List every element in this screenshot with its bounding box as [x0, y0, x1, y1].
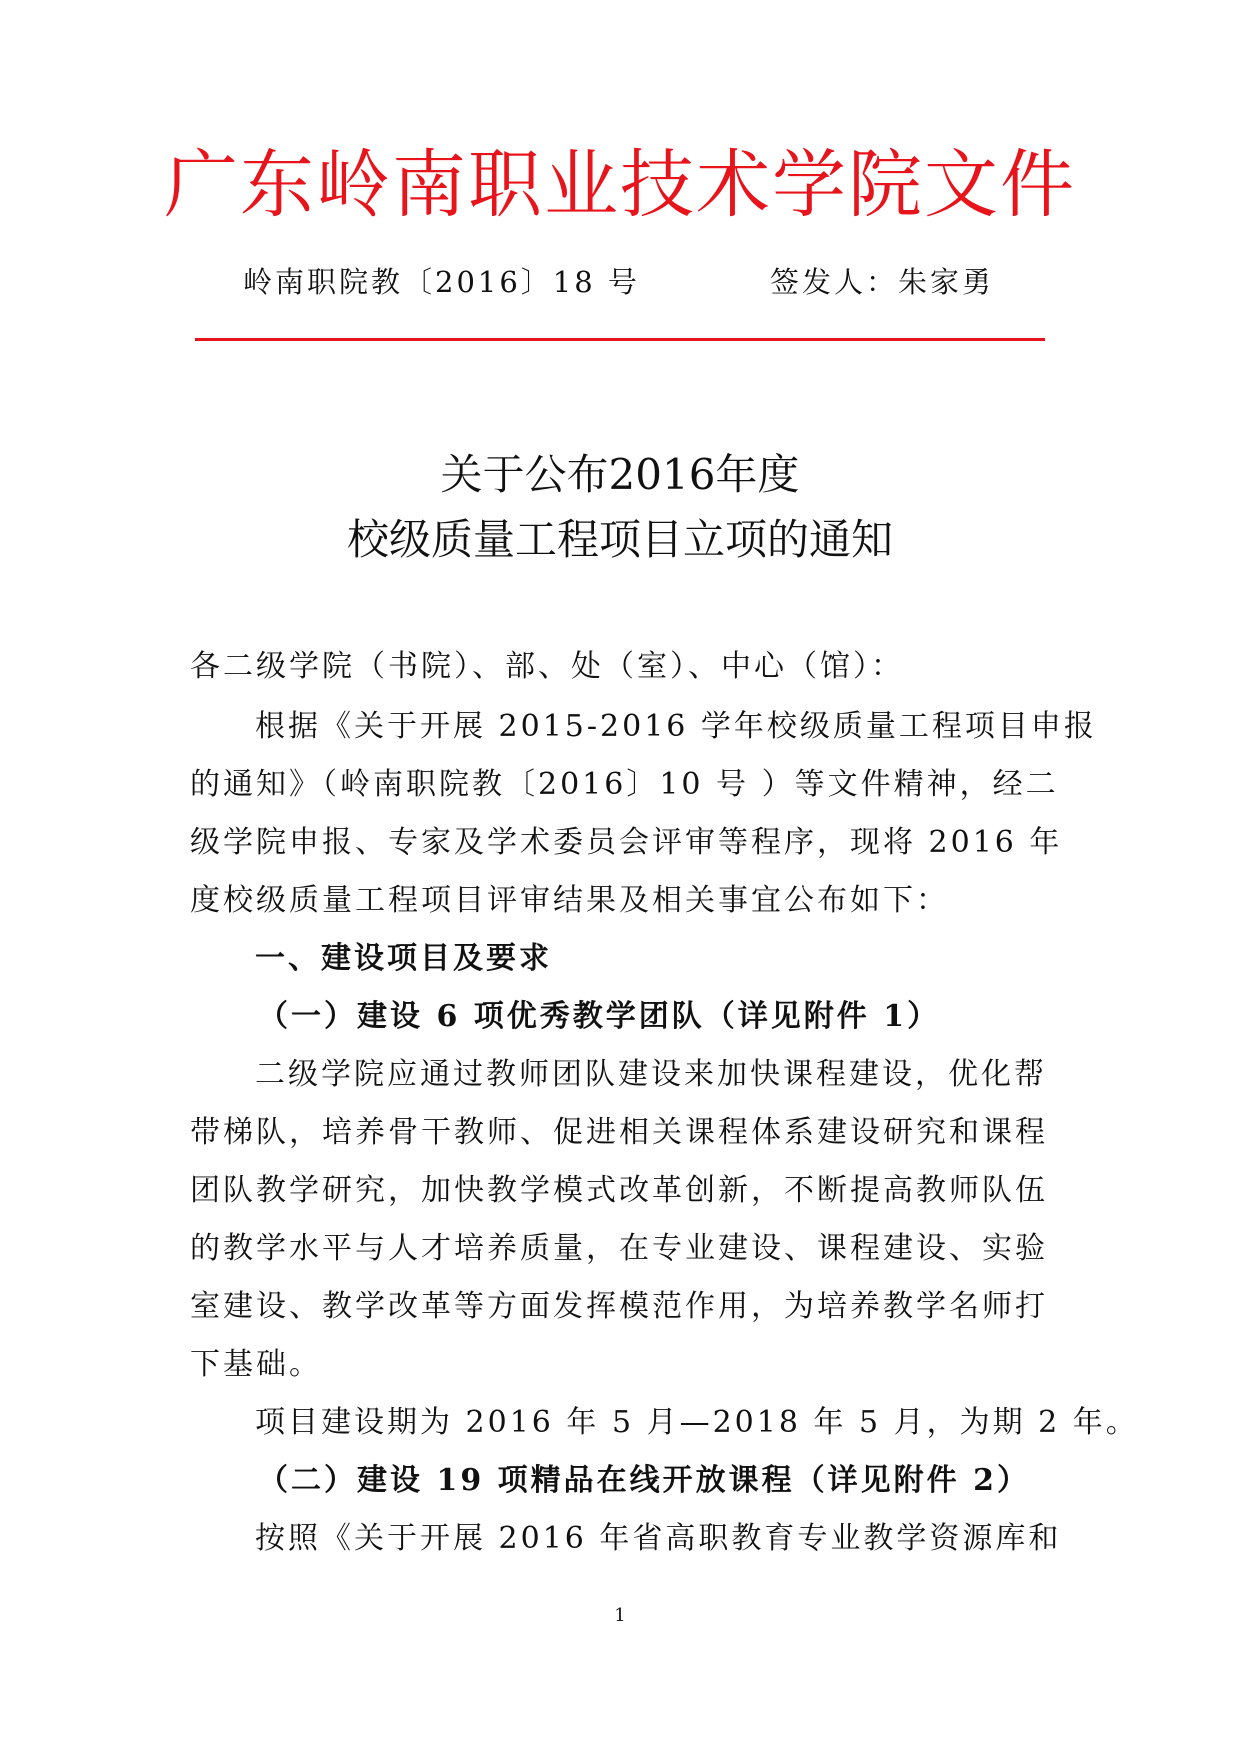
paragraph-line: 的教学水平与人才培养质量，在专业建设、课程建设、实验 — [190, 1231, 1048, 1266]
salutation: 各二级学院（书院）、部、处（室）、中心（馆）： — [190, 649, 904, 684]
paragraph-line: 项目建设期为 2016 年 5 月—2018 年 5 月，为期 2 年。 — [255, 1405, 1139, 1440]
paragraph-line: 带梯队，培养骨干教师、促进相关课程体系建设研究和课程 — [190, 1115, 1048, 1150]
page-number: 1 — [614, 1605, 626, 1626]
paragraph-line: 度校级质量工程项目评审结果及相关事宜公布如下： — [190, 883, 949, 918]
paragraph-line: 根据《关于开展 2015-2016 学年校级质量工程项目申报 — [255, 709, 1097, 744]
document-number: 岭南职院教〔2016〕18 号 — [243, 265, 640, 299]
paragraph-line: 下基础。 — [190, 1347, 322, 1382]
subsection-heading: （二）建设 19 项精品在线开放课程（详见附件 2） — [258, 1463, 1030, 1498]
red-divider-line — [195, 338, 1045, 341]
paragraph-line: 按照《关于开展 2016 年省高职教育专业教学资源库和 — [255, 1521, 1062, 1556]
subsection-heading: （一）建设 6 项优秀教学团队（详见附件 1） — [258, 999, 941, 1034]
paragraph-line: 的通知》（岭南职院教〔2016〕10 号 ）等文件精神，经二 — [190, 767, 1059, 802]
signer-line: 签发人：朱家勇 — [770, 265, 995, 299]
paragraph-line: 团队教学研究，加快教学模式改革创新，不断提高教师队伍 — [190, 1173, 1048, 1208]
paragraph-line: 二级学院应通过教师团队建设来加快课程建设，优化帮 — [255, 1057, 1047, 1092]
title-line-1: 关于公布2016年度 — [440, 450, 800, 499]
section-heading: 一、建设项目及要求 — [255, 941, 552, 976]
paragraph-line: 级学院申报、专家及学术委员会评审等程序，现将 2016 年 — [190, 825, 1063, 860]
paragraph-line: 室建设、教学改革等方面发挥模范作用，为培养教学名师打 — [190, 1289, 1048, 1324]
masthead-title: 广东岭南职业技术学院文件 — [164, 142, 1076, 228]
title-line-2: 校级质量工程项目立项的通知 — [346, 515, 893, 564]
